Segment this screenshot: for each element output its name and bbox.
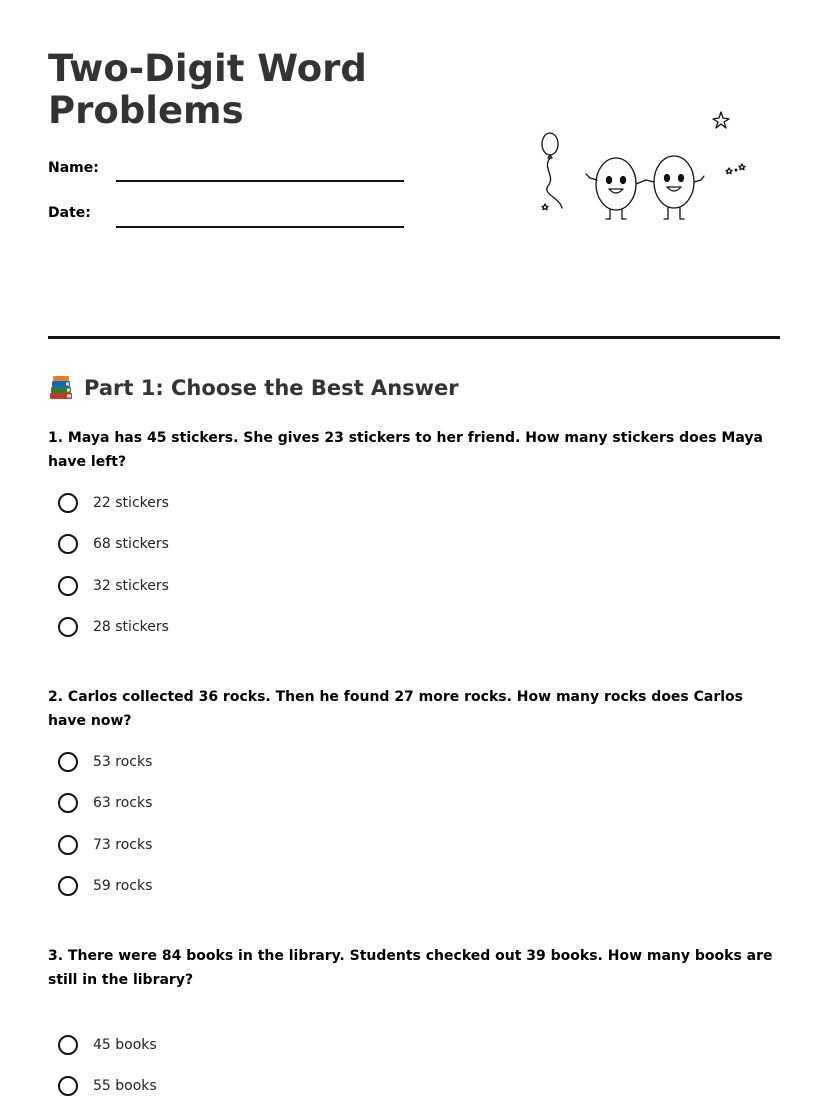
- small-star-icon: [542, 204, 548, 210]
- part1-title: Part 1: Choose the Best Answer: [84, 376, 459, 400]
- radio-button[interactable]: [58, 1035, 78, 1055]
- header-divider: [48, 336, 780, 339]
- question-3: 3. There were 84 books in the library. Students checked out 39 books. How many books are still in the library?: [48, 948, 773, 988]
- question-2: 2. Carlos collected 36 rocks. Then he found 27 more rocks. How many rocks does Carlos have now?: [48, 689, 744, 729]
- books-icon: [48, 375, 74, 401]
- q2-option-a[interactable]: [58, 749, 152, 775]
- option-label: 45 books: [93, 1037, 157, 1053]
- option-label: 63 rocks: [93, 795, 153, 811]
- q1-option-c[interactable]: [58, 573, 169, 599]
- radio-button[interactable]: [58, 1076, 78, 1096]
- q1-option-d[interactable]: [58, 614, 169, 640]
- date-label: Date:: [48, 205, 91, 221]
- q1-option-b[interactable]: [58, 531, 169, 557]
- option-label: 53 rocks: [93, 754, 153, 770]
- option-label: 22 stickers: [93, 495, 169, 511]
- worksheet-title: Two-Digit Word Problems: [48, 47, 367, 132]
- large-star-icon: [713, 112, 729, 128]
- name-line[interactable]: [116, 180, 404, 182]
- option-label: 28 stickers: [93, 619, 169, 635]
- question-1: 1. Maya has 45 stickers. She gives 23 stickers to her friend. How many stickers does Maya have left?: [48, 430, 763, 470]
- name-label: Name:: [48, 160, 99, 176]
- q3-option-a[interactable]: [58, 1032, 157, 1058]
- radio-button[interactable]: [58, 793, 78, 813]
- right-character-icon: [646, 156, 704, 219]
- radio-button[interactable]: [58, 835, 78, 855]
- part1-heading: [48, 372, 459, 404]
- radio-button[interactable]: [58, 752, 78, 772]
- radio-button[interactable]: [58, 493, 78, 513]
- q2-option-b[interactable]: [58, 790, 152, 816]
- q1-option-a[interactable]: [58, 490, 169, 516]
- option-label: 59 rocks: [93, 878, 153, 894]
- q2-option-d[interactable]: [58, 873, 152, 899]
- date-line[interactable]: [116, 226, 404, 228]
- small-star-icon: [739, 164, 745, 170]
- option-label: 73 rocks: [93, 837, 153, 853]
- q3-option-b[interactable]: [58, 1073, 157, 1099]
- balloon-icon: [542, 133, 562, 208]
- q2-option-c[interactable]: [58, 832, 152, 858]
- radio-button[interactable]: [58, 876, 78, 896]
- radio-button[interactable]: [58, 617, 78, 637]
- left-character-icon: [586, 158, 646, 219]
- option-label: 55 books: [93, 1078, 157, 1094]
- radio-button[interactable]: [58, 576, 78, 596]
- option-label: 32 stickers: [93, 578, 169, 594]
- small-star-icon: [726, 168, 732, 174]
- radio-button[interactable]: [58, 534, 78, 554]
- option-label: 68 stickers: [93, 536, 169, 552]
- happy-characters-illustration: [520, 104, 760, 234]
